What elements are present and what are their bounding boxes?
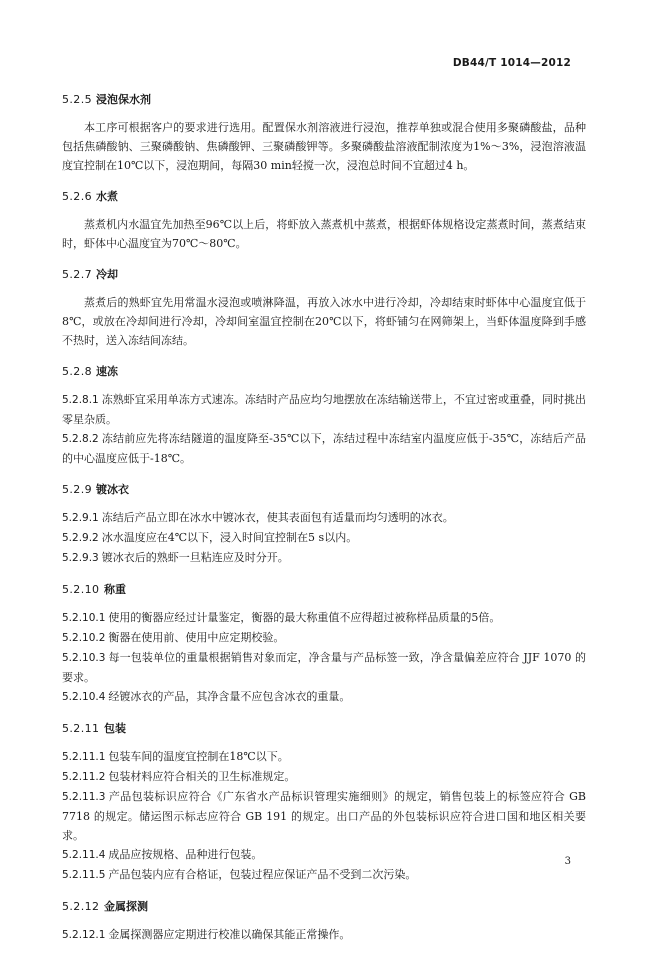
section-5-2-12 <box>62 899 586 945</box>
section-title: 冷却 <box>96 268 118 281</box>
clause <box>62 648 586 687</box>
section-title: 水煮 <box>96 190 118 203</box>
clause <box>62 865 586 885</box>
paragraph: 本工序可根据客户的要求进行选用。配置保水剂溶液进行浸泡，推荐单独或混合使用多聚磷酸盐，品种包括焦磷酸钠、三聚磷酸钠、焦磷酸钾、三聚磷酸钾等。多聚磷酸盐溶液配制浓度为1%～3%，浸泡溶液温度宜控制在10℃以下，浸泡期间，每隔30 min轻搅一次，浸泡总时间不宜超过4 h。 <box>62 121 586 172</box>
section-number: 5.2.8 <box>62 365 92 378</box>
clause-text: 产品包装内应有合格证，包装过程应保证产品不受到二次污染。 <box>108 868 417 881</box>
clause-text: 包装车间的温度宜控制在18℃以下。 <box>108 750 289 763</box>
section-5-2-10 <box>62 582 586 707</box>
clause-number: 5.2.8.1 <box>62 394 99 406</box>
clause-text: 冻结前应先将冻结隧道的温度降至-35℃以下，冻结过程中冻结室内温度应低于-35℃，冻结后产品的中心温度应低于-18℃。 <box>62 432 586 465</box>
clause-text: 包装材料应符合相关的卫生标准规定。 <box>108 770 296 783</box>
clause <box>62 429 586 468</box>
section-number: 5.2.11 <box>62 722 100 735</box>
clause-number: 5.2.10.1 <box>62 612 106 624</box>
clause <box>62 548 586 568</box>
section-heading <box>62 582 586 598</box>
clause <box>62 747 586 767</box>
clause <box>62 390 586 429</box>
clause-number: 5.2.9.1 <box>62 512 99 524</box>
clause <box>62 687 586 707</box>
clause-text: 冻结后产品立即在冰水中镀冰衣，使其表面包有适量而均匀透明的冰衣。 <box>101 511 454 524</box>
clause <box>62 508 586 528</box>
section-number: 5.2.6 <box>62 190 92 203</box>
document-code: DB44/T 1014—2012 <box>452 57 571 69</box>
section-5-2-9 <box>62 482 586 568</box>
section-heading <box>62 482 586 498</box>
section-title: 浸泡保水剂 <box>96 93 151 106</box>
paragraph: 蒸煮后的熟虾宜先用常温水浸泡或喷淋降温，再放入冰水中进行冷却，冷却结束时虾体中心温度宜低于8℃，或放在冷却间进行冷却，冷却间室温宜控制在20℃以下，将虾铺匀在网筛架上，当虾体温度降到手感不热时，送入冻结间冻结。 <box>62 296 586 347</box>
section-5-2-11 <box>62 721 586 885</box>
clause-text: 使用的衡器应经过计量鉴定，衡器的最大称重值不应得超过被称样品质量的5倍。 <box>108 611 501 624</box>
document-body <box>62 92 586 959</box>
clause-number: 5.2.10.2 <box>62 632 106 644</box>
section-heading <box>62 189 586 205</box>
section-heading <box>62 721 586 737</box>
clause-text: 冻熟虾宜采用单冻方式速冻。冻结时产品应均匀地摆放在冻结输送带上，不宜过密或重叠，同时挑出零星杂质。 <box>62 393 586 426</box>
clause-number: 5.2.10.3 <box>62 652 106 664</box>
section-heading <box>62 267 586 283</box>
clause <box>62 608 586 628</box>
clause-number: 5.2.12.1 <box>62 929 106 941</box>
clause <box>62 528 586 548</box>
clause-number: 5.2.11.4 <box>62 849 106 861</box>
clause-text: 衡器在使用前、使用中应定期校验。 <box>108 631 285 644</box>
clause <box>62 925 586 945</box>
section-5-2-6 <box>62 189 586 253</box>
clause <box>62 845 586 865</box>
clause-number: 5.2.11.3 <box>62 791 106 803</box>
section-number: 5.2.9 <box>62 483 92 496</box>
section-number: 5.2.7 <box>62 268 92 281</box>
section-title: 称重 <box>104 583 126 596</box>
section-number: 5.2.5 <box>62 93 92 106</box>
section-title: 镀冰衣 <box>96 483 129 496</box>
paragraph: 蒸煮机内水温宜先加热至96℃以上后，将虾放入蒸煮机中蒸煮，根据虾体规格设定蒸煮时间，蒸煮结束时，虾体中心温度宜为70℃～80℃。 <box>62 218 586 250</box>
clause-text: 每一包装单位的重量根据销售对象而定，净含量与产品标签一致，净含量偏差应符合 JJF 1070 的要求。 <box>62 651 586 684</box>
page-number: 3 <box>564 856 571 867</box>
section-title: 速冻 <box>96 365 118 378</box>
clause-number: 5.2.11.5 <box>62 869 106 881</box>
clause-number: 5.2.8.2 <box>62 433 99 445</box>
clause-text: 冰水温度应在4℃以下，浸入时间宜控制在5 s以内。 <box>101 531 358 544</box>
section-heading <box>62 92 586 108</box>
section-5-2-7 <box>62 267 586 350</box>
clause-number: 5.2.9.2 <box>62 532 99 544</box>
section-heading <box>62 899 586 915</box>
clause-number: 5.2.9.3 <box>62 552 99 564</box>
clause <box>62 628 586 648</box>
clause-number: 5.2.10.4 <box>62 691 106 703</box>
section-number: 5.2.12 <box>62 900 100 913</box>
clause-number: 5.2.11.1 <box>62 751 106 763</box>
clause <box>62 787 586 845</box>
clause-number: 5.2.11.2 <box>62 771 106 783</box>
section-5-2-8 <box>62 364 586 468</box>
clause <box>62 767 586 787</box>
clause-text: 经镀冰衣的产品，其净含量不应包含冰衣的重量。 <box>108 690 351 703</box>
clause-text: 金属探测器应定期进行校准以确保其能正常操作。 <box>108 928 351 941</box>
section-heading <box>62 364 586 380</box>
clause-text: 成品应按规格、品种进行包装。 <box>108 848 263 861</box>
section-title: 包装 <box>104 722 126 735</box>
clause-text: 镀冰衣后的熟虾一旦粘连应及时分开。 <box>101 551 289 564</box>
section-title: 金属探测 <box>104 900 148 913</box>
section-5-2-5 <box>62 92 586 175</box>
section-number: 5.2.10 <box>62 583 100 596</box>
clause-text: 产品包装标识应符合《广东省水产品标识管理实施细则》的规定，销售包装上的标签应符合 GB 7718 的规定。储运图示标志应符合 GB 191 的规定。出口产品的外包装标识应符合进口国和地区相关要求。 <box>62 790 586 842</box>
